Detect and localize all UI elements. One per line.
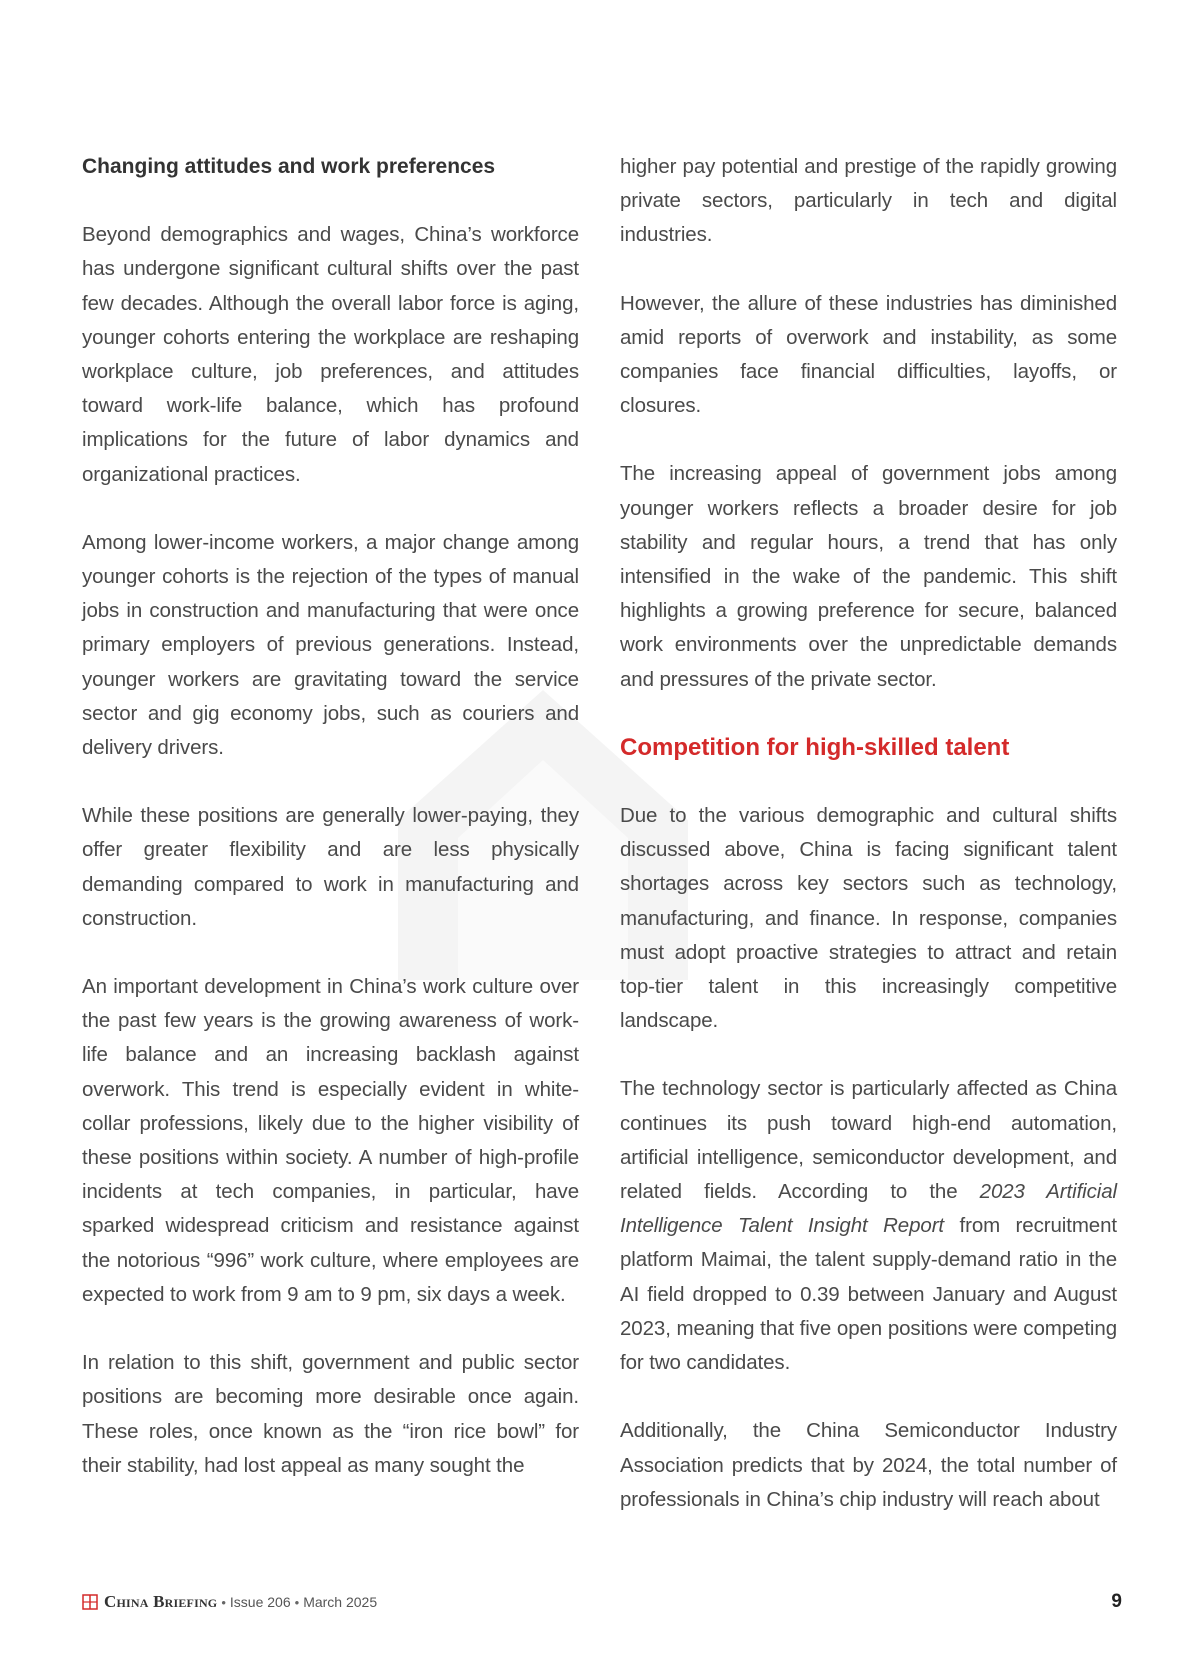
text-span: from recruitment platform Maimai, the talent supply-demand ratio in the AI field dropped to 0.39 between January and August 2023, meaning that five open positions were competing for two candidates. — [620, 1214, 1117, 1375]
page-footer — [82, 1590, 1122, 1614]
separator: • — [294, 1594, 300, 1610]
separator: • — [221, 1594, 226, 1610]
paragraph: The increasing appeal of government jobs among younger workers reflects a broader desire for job stability and regular hours, a trend that has only intensified in the wake of the pandemic. This shift highlights a growing preference for secure, balanced work environments over the unpredictable demands and pressures of the private sector. — [620, 462, 1117, 691]
issue-number: Issue 206 — [229, 1594, 291, 1610]
paragraph-tech-sector — [620, 1072, 1117, 1380]
paragraph: Additionally, the China Semiconductor Industry Association predicts that by 2024, the total number of professionals in China’s chip industry will reach about — [620, 1419, 1117, 1511]
brand-name: China Briefing — [104, 1592, 218, 1611]
paragraph: Beyond demographics and wages, China’s workforce has undergone significant cultural shifts over the past few decades. Although the overall labor force is aging, younger cohorts entering the workplace are reshaping workplace culture, job preferences, and attitudes toward work-life balance, which has profound implications for the future of labor dynamics and organizational practices. — [82, 223, 579, 486]
left-column — [82, 150, 579, 1517]
right-column — [620, 150, 1117, 1551]
subheading-attitudes: Changing attitudes and work preferences — [82, 155, 496, 178]
text-span: The technology sector is particularly affected as China continues its push toward high-end automation, artificial intelligence, semiconductor development, and related fields. According to the — [620, 1077, 1117, 1204]
paragraph: Among lower-income workers, a major change among younger cohorts is the rejection of the types of manual jobs in construction and manufacturing that were once primary employers of previous generations. Instead, younger workers are gravitating toward the service sector and gig economy jobs, such as couriers and delivery drivers. — [82, 530, 579, 760]
paragraph: Due to the various demographic and cultural shifts discussed above, China is facing significant talent shortages across key sectors such as technology, manufacturing, and finance. In response, companies must adopt proactive strategies to attract and retain top-tier talent in this increasingly competitive landscape. — [620, 804, 1117, 1033]
paragraph: An important development in China’s work culture over the past few years is the growing awareness of work-life balance and an increasing backlash against overwork. This trend is especially evident in white-collar professions, likely due to the higher visibility of these positions within society. A number of high-profile incidents at tech companies, in particular, have sparked widespread criticism and resistance against the notorious “996” work culture, where employees are expected to work from 9 am to 9 pm, six days a week. — [82, 975, 579, 1306]
paragraph: However, the allure of these industries has diminished amid reports of overwork and instability, as some companies face financial difficulties, layoffs, or closures. — [620, 291, 1117, 418]
section-heading-talent: Competition for high-skilled talent — [620, 733, 1010, 761]
page-number: 9 — [1111, 1591, 1122, 1612]
china-briefing-logo-icon — [82, 1594, 98, 1610]
paragraph: In relation to this shift, government and public sector positions are becoming more desirable once again. These roles, once known as the “iron rice bowl” for their stability, had lost appeal as many sought the — [82, 1351, 579, 1477]
paragraph: higher pay potential and prestige of the rapidly growing private sectors, particularly in tech and digital industries. — [620, 155, 1117, 247]
report-title: 2023 Artificial Intelligence Talent Insight Report — [620, 1180, 1117, 1238]
issue-date: March 2025 — [303, 1594, 378, 1610]
paragraph: While these positions are generally lower-paying, they offer greater flexibility and are less physically demanding compared to work in manufacturing and construction. — [82, 804, 579, 930]
